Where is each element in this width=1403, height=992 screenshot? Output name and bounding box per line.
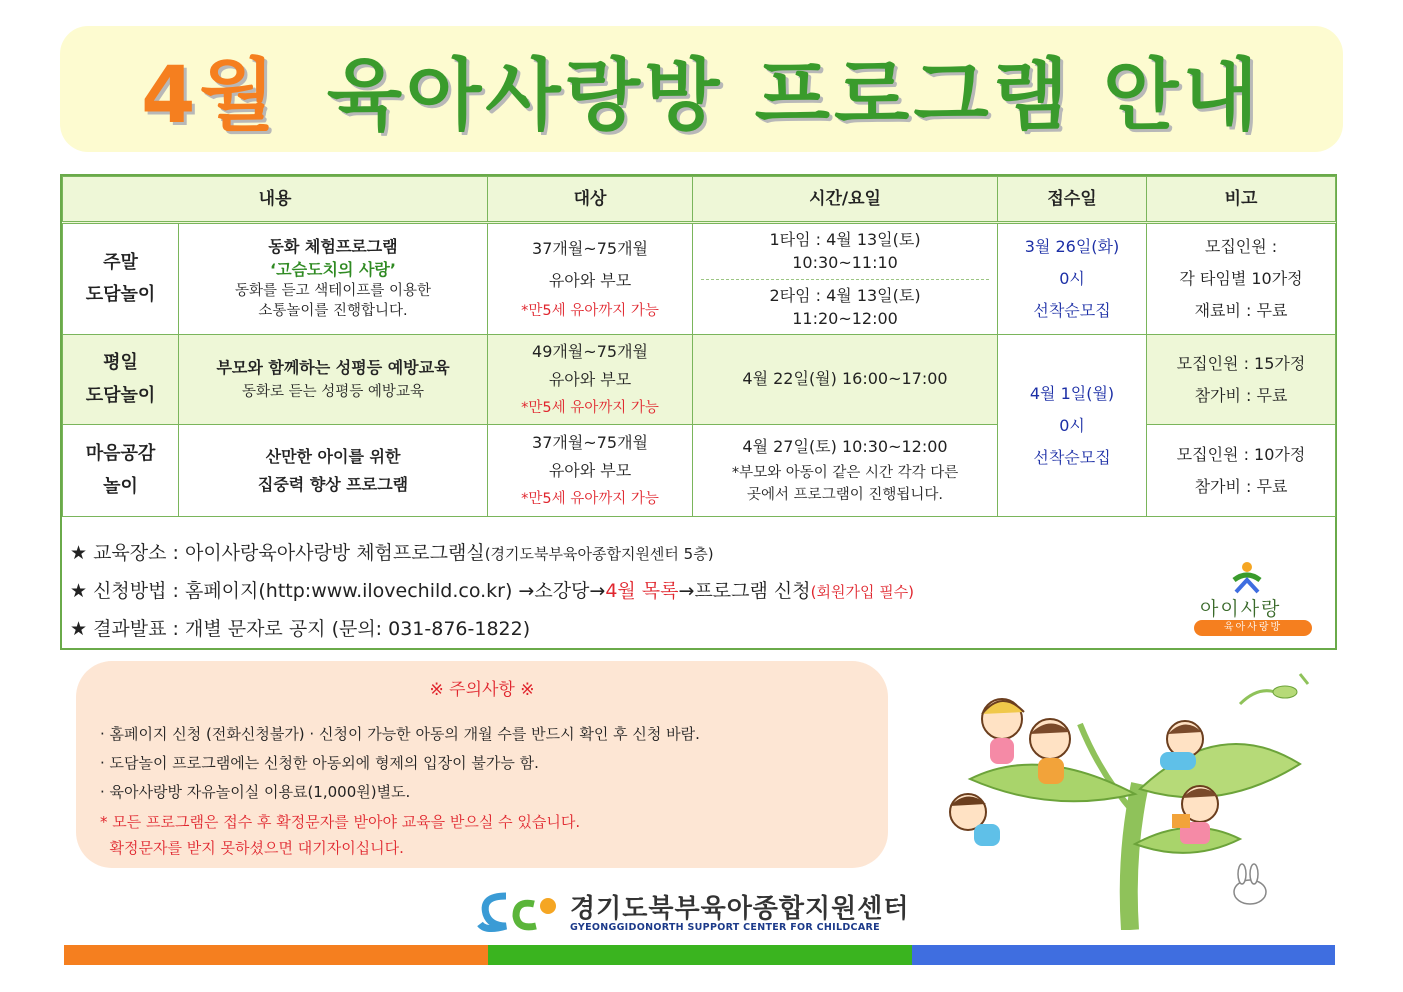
row-target: 37개월~75개월 유아와 부모 *만5세 유아까지 가능 — [488, 425, 693, 517]
header-note: 비고 — [1147, 177, 1336, 223]
row-time: 4월 22일(월) 16:00~17:00 — [693, 335, 998, 425]
caution-title: ※ 주의사항 ※ — [429, 680, 535, 700]
caution-box — [76, 661, 888, 868]
row-content: 부모와 함께하는 성평등 예방교육 동화로 듣는 성평등 예방교육 — [179, 335, 488, 425]
header-content: 내용 — [63, 177, 488, 223]
table-row — [63, 335, 1336, 425]
aisarang-logo-sub: 육아사랑방 — [1194, 620, 1312, 636]
center-name-en: GYEONGGIDONORTH SUPPORT CENTER FOR CHILDCARE — [570, 922, 880, 933]
center-logo-icon — [476, 886, 566, 938]
row-target: 49개월~75개월 유아와 부모 *만5세 유아까지 가능 — [488, 335, 693, 425]
page-title — [60, 26, 1343, 152]
info-apply: ★ 신청방법 : 홈페이지(http:www.ilovechild.co.kr) →소강당→4월 목록→프로그램 신청(회원가입 필수) — [70, 580, 915, 602]
bottom-bar-blue — [912, 945, 1335, 965]
aisarang-logo — [1190, 560, 1320, 640]
row-target: 37개월~75개월 유아와 부모 *만5세 유아까지 가능 — [488, 223, 693, 335]
caution-red-line: * 모든 프로그램은 접수 후 확정문자를 받아야 교육을 받으실 수 있습니다. — [100, 813, 581, 831]
sprout-children-icon — [940, 664, 1312, 930]
row-time: 4월 27일(토) 10:30~12:00 *부모와 아동이 같은 시간 각각 다른 곳에서 프로그램이 진행됩니다. — [693, 425, 998, 517]
row-note: 모집인원 : 15가정 참가비 : 무료 — [1147, 335, 1336, 425]
row-category: 주말 도담놀이 — [63, 223, 179, 335]
title-banner — [60, 26, 1343, 152]
row-reception: 3월 26일(화) 0시 선착순모집 — [998, 223, 1147, 335]
caution-line: · 육아사랑방 자유놀이실 이용료(1,000원)별도. — [100, 783, 411, 801]
row-content: 동화 체험프로그램 ‘고슴도치의 사랑’ 동화를 듣고 색테이프를 이용한 소통놀이를 진행합니다. — [179, 223, 488, 335]
header-time: 시간/요일 — [693, 177, 998, 223]
center-logo — [476, 886, 926, 938]
header-target: 대상 — [488, 177, 693, 223]
row-time: 1타임 : 4월 13일(토) 10:30~11:10 2타임 : 4월 13일(토) 11:20~12:00 — [693, 223, 998, 335]
shared-reception: 4월 1일(월) 0시 선착순모집 — [998, 335, 1147, 517]
row-note: 모집인원 : 각 타임별 10가정 재료비 : 무료 — [1147, 223, 1336, 335]
row-category: 평일 도담놀이 — [63, 335, 179, 425]
title-main: 육아사랑방 프로그램 안내 — [326, 51, 1262, 141]
bottom-bar-orange — [64, 945, 488, 965]
row-category: 마음공감 놀이 — [63, 425, 179, 517]
aisarang-logo-name: 아이사랑 — [1200, 598, 1282, 620]
header-reception: 접수일 — [998, 177, 1147, 223]
table-row — [63, 223, 1336, 335]
caution-red-line: 확정문자를 받지 못하셨으면 대기자이십니다. — [100, 839, 404, 857]
caution-line: · 도담놀이 프로그램에는 신청한 아동외에 형제의 입장이 불가능 함. — [100, 754, 539, 772]
children-plant-illustration — [940, 664, 1312, 930]
row-content: 산만한 아이를 위한 집중력 향상 프로그램 — [179, 425, 488, 517]
center-name: 경기도북부육아종합지원센터 — [570, 894, 910, 924]
info-place: ★ 교육장소 : 아이사랑육아사랑방 체험프로그램실(경기도북부육아종합지원센터 5층) — [70, 542, 714, 564]
info-section — [60, 518, 1337, 650]
caution-line: · 홈페이지 신청 (전화신청불가) · 신청이 가능한 아동의 개월 수를 반드시 확인 후 신청 바람. — [100, 725, 700, 743]
title-month: 4월 — [141, 51, 279, 141]
bottom-bar-green — [488, 945, 912, 965]
row-note: 모집인원 : 10가정 참가비 : 무료 — [1147, 425, 1336, 517]
table-header-row — [63, 177, 1336, 223]
info-result: ★ 결과발표 : 개별 문자로 공지 (문의: 031-876-1822) — [70, 618, 531, 640]
